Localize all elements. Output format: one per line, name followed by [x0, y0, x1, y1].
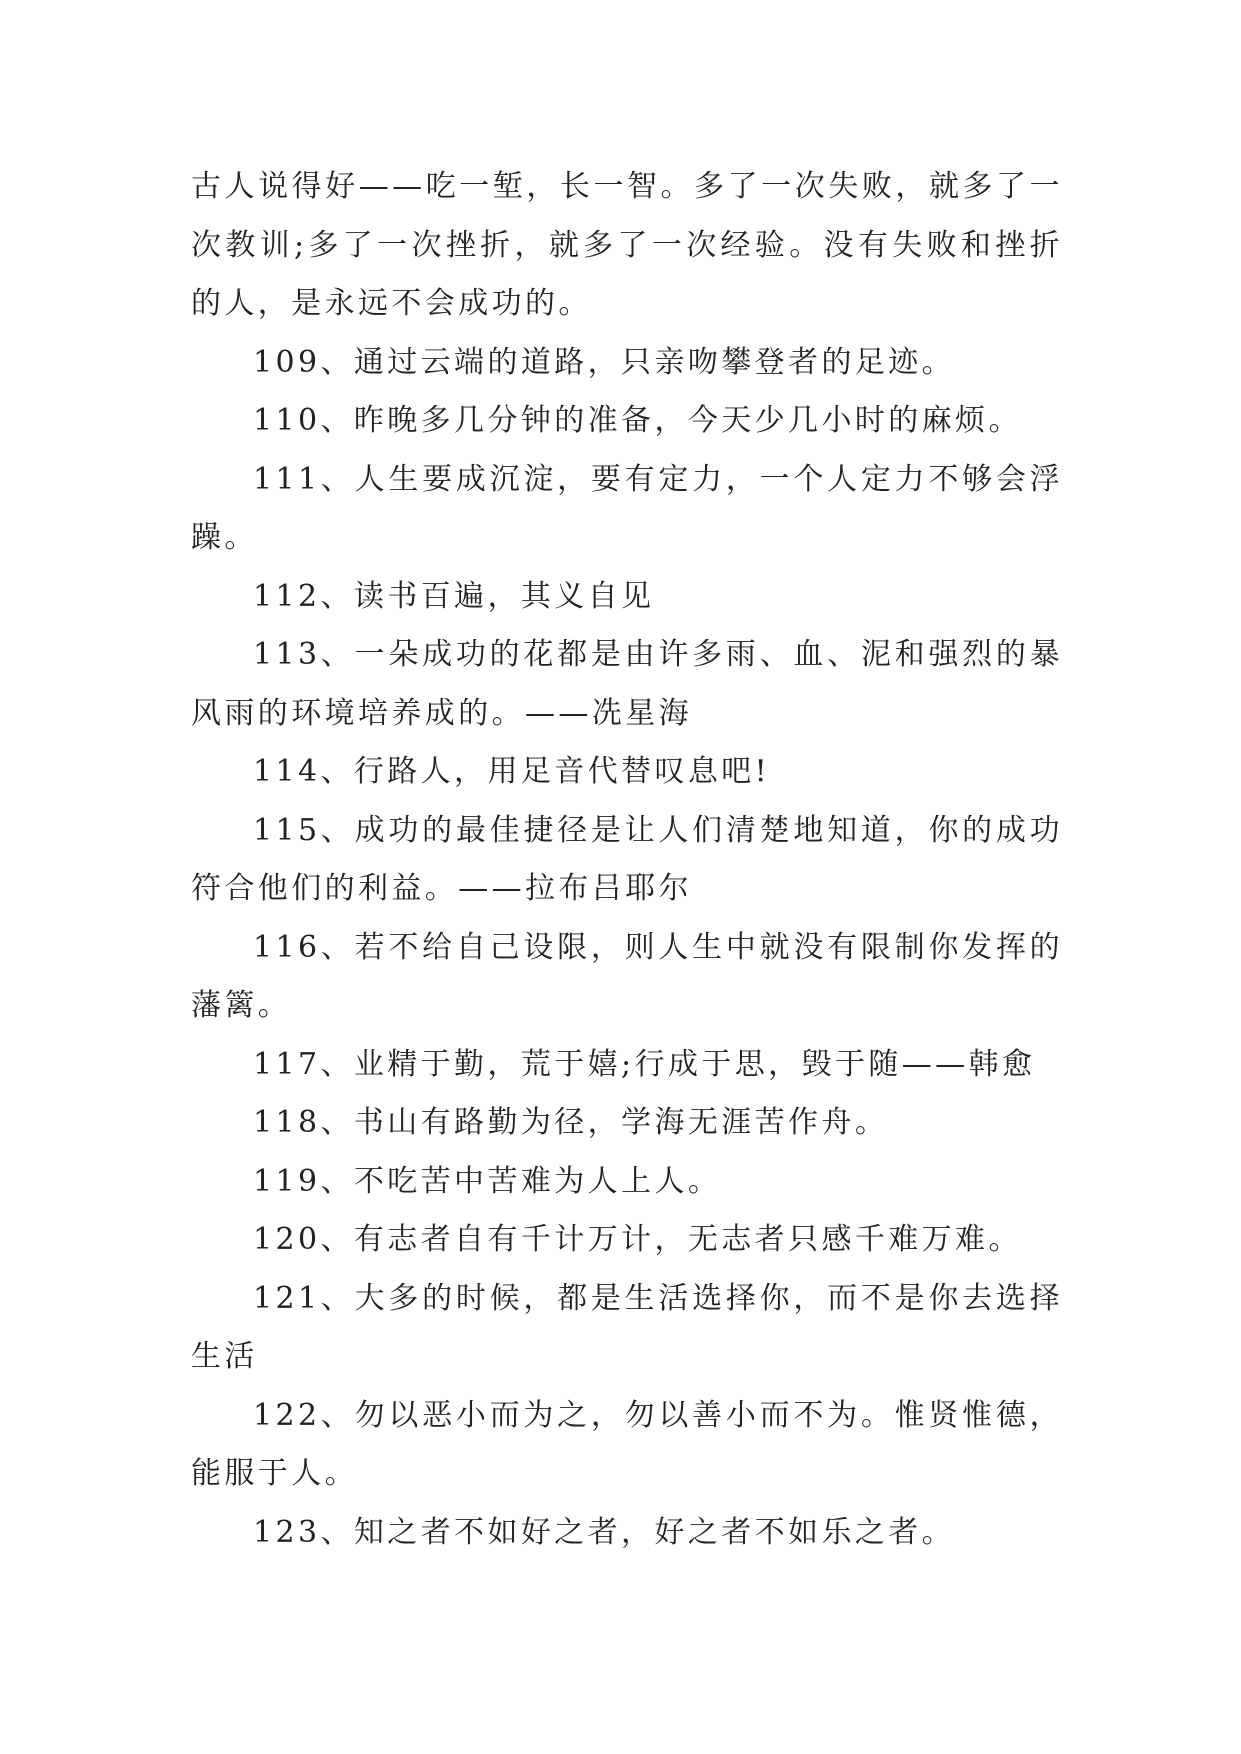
quote-item-121: 121、大多的时候，都是生活选择你，而不是你去选择生活 [191, 1280, 1063, 1374]
quote-item-116: 116、若不给自己设限，则人生中就没有限制你发挥的藩篱。 [191, 929, 1063, 1023]
quote-item-120: 120、有志者自有千计万计，无志者只感千难万难。 [253, 1222, 1022, 1257]
quote-item-119: 119、不吃苦中苦难为人上人。 [253, 1163, 722, 1199]
quote-item-115: 115、成功的最佳捷径是让人们清楚地知道，你的成功符合他们的利益。——拉布吕耶尔 [191, 812, 1063, 906]
quote-item-114: 114、行路人，用足音代替叹息吧! [253, 754, 771, 789]
quote-item-109: 109、通过云端的道路，只亲吻攀登者的足迹。 [253, 344, 956, 380]
quote-item-122: 122、勿以恶小而为之，勿以善小而不为。惟贤惟德，能服于人。 [191, 1397, 1063, 1491]
quote-item-118: 118、书山有路勤为径，学海无涯苦作舟。 [253, 1105, 889, 1140]
quote-item-111: 111、人生要成沉淀，要有定力，一个人定力不够会浮躁。 [191, 461, 1063, 555]
quote-item-112: 112、读书百遍，其义自见 [253, 578, 655, 614]
document-body [191, 158, 1063, 1562]
quote-item-113: 113、一朵成功的花都是由许多雨、血、泥和强烈的暴风雨的环境培养成的。——冼星海 [191, 637, 1063, 731]
quote-item-110: 110、昨晚多几分钟的准备，今天少几小时的麻烦。 [253, 403, 1022, 438]
quote-item-123: 123、知之者不如好之者，好之者不如乐之者。 [253, 1514, 956, 1550]
paragraph: 古人说得好——吃一堑，长一智。多了一次失败，就多了一次教训;多了一次挫折，就多了一次经验。没有失败和挫折的人，是永远不会成功的。 [191, 169, 1063, 321]
quote-item-117: 117、业精于勤，荒于嬉;行成于思，毁于随——韩愈 [253, 1046, 1036, 1082]
